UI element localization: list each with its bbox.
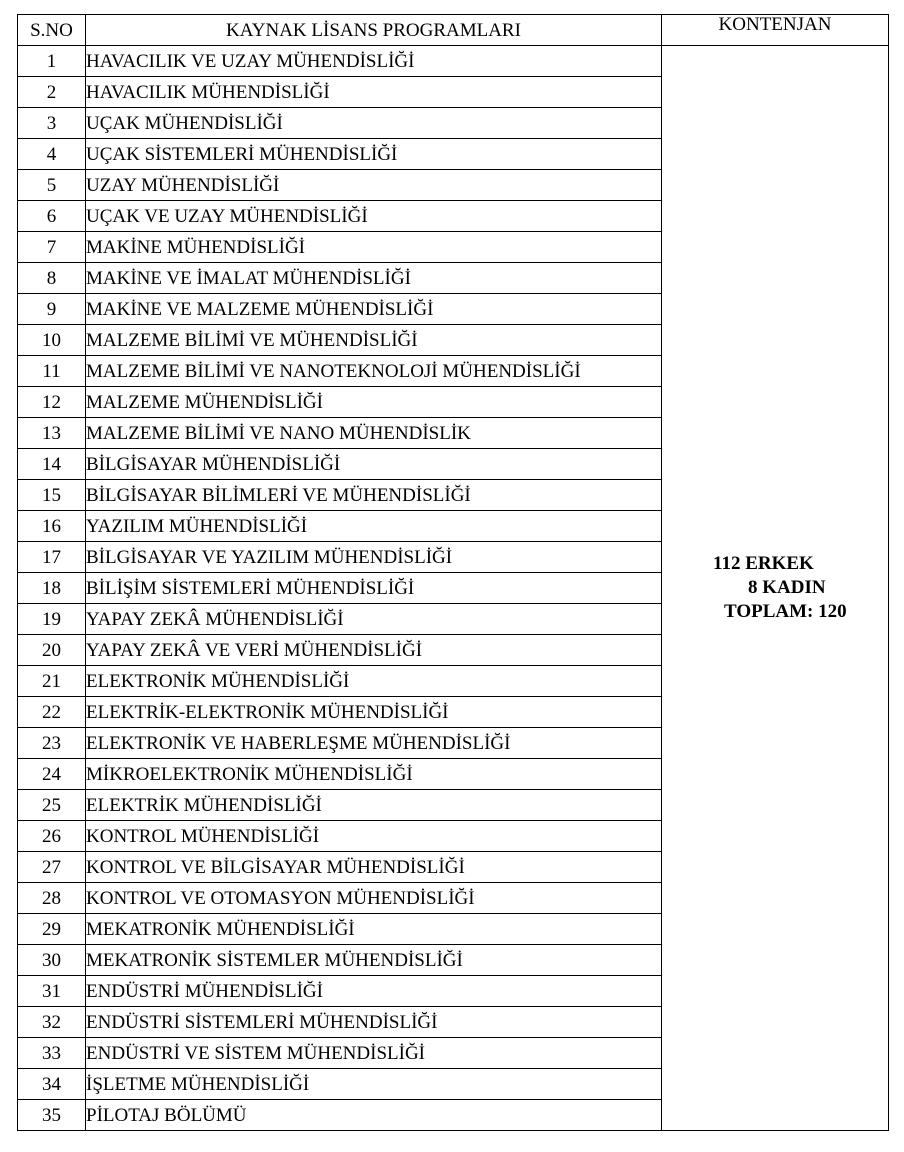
program-name: KONTROL VE BİLGİSAYAR MÜHENDİSLİĞİ <box>86 852 662 883</box>
program-name: KONTROL MÜHENDİSLİĞİ <box>86 821 662 852</box>
quota-cell <box>662 46 889 1131</box>
row-number: 23 <box>18 728 86 759</box>
quota-summary <box>662 552 888 624</box>
row-number: 22 <box>18 697 86 728</box>
quota-female: 8 KADIN <box>748 577 826 598</box>
row-number: 26 <box>18 821 86 852</box>
header-program: KAYNAK LİSANS PROGRAMLARI <box>86 15 662 46</box>
program-name: UZAY MÜHENDİSLİĞİ <box>86 170 662 201</box>
row-number: 13 <box>18 418 86 449</box>
row-number: 3 <box>18 108 86 139</box>
program-name: MALZEME BİLİMİ VE NANO MÜHENDİSLİK <box>86 418 662 449</box>
row-number: 14 <box>18 449 86 480</box>
program-name: KONTROL VE OTOMASYON MÜHENDİSLİĞİ <box>86 883 662 914</box>
row-number: 30 <box>18 945 86 976</box>
row-number: 5 <box>18 170 86 201</box>
row-number: 25 <box>18 790 86 821</box>
program-name: MİKROELEKTRONİK MÜHENDİSLİĞİ <box>86 759 662 790</box>
program-name: MALZEME BİLİMİ VE MÜHENDİSLİĞİ <box>86 325 662 356</box>
quota-male: 112 ERKEK <box>713 553 814 574</box>
program-name: HAVACILIK MÜHENDİSLİĞİ <box>86 77 662 108</box>
program-name: MAKİNE VE MALZEME MÜHENDİSLİĞİ <box>86 294 662 325</box>
header-sno: S.NO <box>18 15 86 46</box>
program-name: PİLOTAJ BÖLÜMÜ <box>86 1100 662 1131</box>
program-name: HAVACILIK VE UZAY MÜHENDİSLİĞİ <box>86 46 662 77</box>
program-name: ELEKTRONİK VE HABERLEŞME MÜHENDİSLİĞİ <box>86 728 662 759</box>
row-number: 6 <box>18 201 86 232</box>
row-number: 8 <box>18 263 86 294</box>
program-name: ENDÜSTRİ SİSTEMLERİ MÜHENDİSLİĞİ <box>86 1007 662 1038</box>
row-number: 1 <box>18 46 86 77</box>
program-name: ENDÜSTRİ MÜHENDİSLİĞİ <box>86 976 662 1007</box>
row-number: 35 <box>18 1100 86 1131</box>
row-number: 21 <box>18 666 86 697</box>
program-name: BİLİŞİM SİSTEMLERİ MÜHENDİSLİĞİ <box>86 573 662 604</box>
row-number: 12 <box>18 387 86 418</box>
table-row <box>18 46 889 77</box>
program-name: ELEKTRİK MÜHENDİSLİĞİ <box>86 790 662 821</box>
row-number: 2 <box>18 77 86 108</box>
program-name: MEKATRONİK SİSTEMLER MÜHENDİSLİĞİ <box>86 945 662 976</box>
program-name: ENDÜSTRİ VE SİSTEM MÜHENDİSLİĞİ <box>86 1038 662 1069</box>
row-number: 19 <box>18 604 86 635</box>
program-name: UÇAK SİSTEMLERİ MÜHENDİSLİĞİ <box>86 139 662 170</box>
row-number: 10 <box>18 325 86 356</box>
row-number: 29 <box>18 914 86 945</box>
row-number: 27 <box>18 852 86 883</box>
row-number: 32 <box>18 1007 86 1038</box>
table-body <box>18 46 889 1131</box>
program-name: BİLGİSAYAR VE YAZILIM MÜHENDİSLİĞİ <box>86 542 662 573</box>
row-number: 34 <box>18 1069 86 1100</box>
program-name: MAKİNE VE İMALAT MÜHENDİSLİĞİ <box>86 263 662 294</box>
row-number: 18 <box>18 573 86 604</box>
table-header-row <box>18 15 889 46</box>
program-name: YAPAY ZEKÂ VE VERİ MÜHENDİSLİĞİ <box>86 635 662 666</box>
header-quota: KONTENJAN <box>662 15 889 46</box>
program-name: MEKATRONİK MÜHENDİSLİĞİ <box>86 914 662 945</box>
program-name: YAPAY ZEKÂ MÜHENDİSLİĞİ <box>86 604 662 635</box>
row-number: 16 <box>18 511 86 542</box>
row-number: 15 <box>18 480 86 511</box>
row-number: 4 <box>18 139 86 170</box>
program-name: MALZEME BİLİMİ VE NANOTEKNOLOJİ MÜHENDİSLİĞİ <box>86 356 662 387</box>
row-number: 9 <box>18 294 86 325</box>
row-number: 7 <box>18 232 86 263</box>
quota-table <box>17 14 889 1131</box>
row-number: 24 <box>18 759 86 790</box>
row-number: 31 <box>18 976 86 1007</box>
program-name: UÇAK VE UZAY MÜHENDİSLİĞİ <box>86 201 662 232</box>
row-number: 20 <box>18 635 86 666</box>
program-name: BİLGİSAYAR MÜHENDİSLİĞİ <box>86 449 662 480</box>
row-number: 28 <box>18 883 86 914</box>
program-name: BİLGİSAYAR BİLİMLERİ VE MÜHENDİSLİĞİ <box>86 480 662 511</box>
row-number: 11 <box>18 356 86 387</box>
program-name: ELEKTRİK-ELEKTRONİK MÜHENDİSLİĞİ <box>86 697 662 728</box>
program-name: MALZEME MÜHENDİSLİĞİ <box>86 387 662 418</box>
row-number: 33 <box>18 1038 86 1069</box>
program-name: UÇAK MÜHENDİSLİĞİ <box>86 108 662 139</box>
program-name: YAZILIM MÜHENDİSLİĞİ <box>86 511 662 542</box>
program-name: ELEKTRONİK MÜHENDİSLİĞİ <box>86 666 662 697</box>
quota-total: TOPLAM: 120 <box>724 601 847 622</box>
program-name: İŞLETME MÜHENDİSLİĞİ <box>86 1069 662 1100</box>
program-name: MAKİNE MÜHENDİSLİĞİ <box>86 232 662 263</box>
row-number: 17 <box>18 542 86 573</box>
